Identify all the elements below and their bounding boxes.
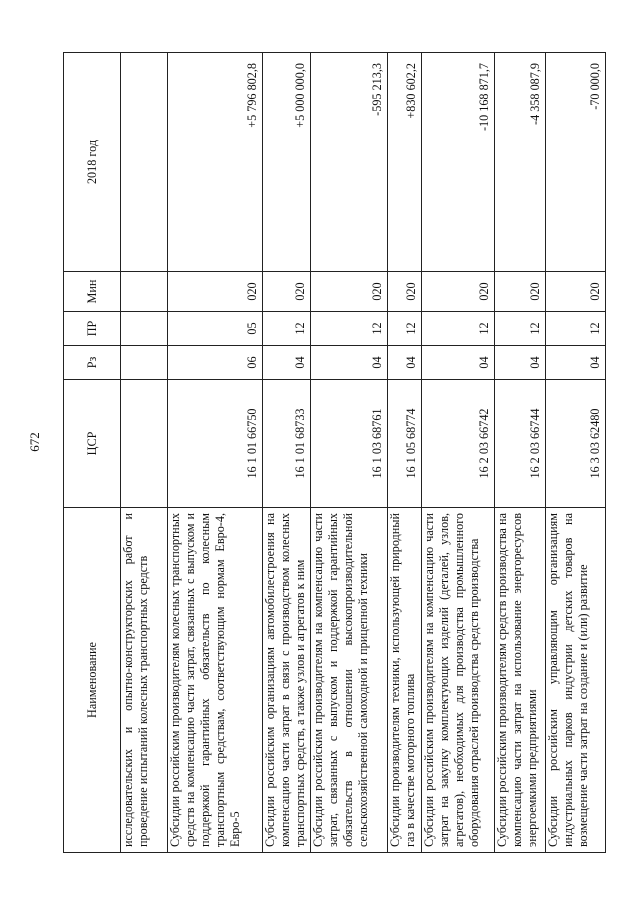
row-min: 020 — [422, 272, 495, 312]
row-pr: 12 — [388, 312, 422, 346]
table-row — [495, 53, 546, 853]
row-min — [121, 272, 168, 312]
row-value: +5 000 000,0 — [263, 53, 311, 272]
row-csr: 16 2 03 66744 — [495, 380, 546, 508]
row-rz: 04 — [495, 346, 546, 380]
row-csr: 16 3 03 62480 — [546, 380, 606, 508]
table-row — [422, 53, 495, 853]
row-pr: 12 — [311, 312, 388, 346]
row-pr: 12 — [422, 312, 495, 346]
row-pr: 12 — [495, 312, 546, 346]
row-rz: 04 — [388, 346, 422, 380]
table-row — [388, 53, 422, 853]
row-rz: 04 — [263, 346, 311, 380]
row-value: -595 213,3 — [311, 53, 388, 272]
row-csr: 16 2 03 66742 — [422, 380, 495, 508]
row-rz: 04 — [311, 346, 388, 380]
row-pr — [121, 312, 168, 346]
row-value: -10 168 871,7 — [422, 53, 495, 272]
row-value — [121, 53, 168, 272]
row-name: Субсидии российским производителям на компенсацию части затрат на закупку комплектующих изделий (деталей, узлов, агрегатов), необходимых для производства промышленного оборудования отраслей производства средств производства — [422, 508, 495, 853]
table-header-row — [64, 53, 121, 853]
row-csr — [121, 380, 168, 508]
budget-table — [63, 52, 606, 853]
row-rz: 04 — [546, 346, 606, 380]
row-csr: 16 1 01 68733 — [263, 380, 311, 508]
row-min: 020 — [546, 272, 606, 312]
row-name: Субсидии российским производителям колесных транспортных средств на компенсацию части затрат, связанных с выпуском и поддержкой гарантийных обязательств по колесным транспортным средствам, соответствующим нормам Евро-4, Евро-5 — [168, 508, 263, 853]
row-csr: 16 1 03 68761 — [311, 380, 388, 508]
header-csr: ЦСР — [64, 380, 121, 508]
row-csr: 16 1 05 68774 — [388, 380, 422, 508]
row-name: Субсидии производителям техники, использующей природный газ в качестве моторного топлива — [388, 508, 422, 853]
row-name: Субсидии российским управляющим организациям индустриальных парков индустрии детских товаров на возмещение части затрат на создание и (или) развитие — [546, 508, 606, 853]
row-name: Субсидии российским производителям средств производства на компенсацию части затрат на использование энергоресурсов энергоемкими предприятиями — [495, 508, 546, 853]
rotated-page-content — [63, 53, 602, 853]
header-rz: Рз — [64, 346, 121, 380]
row-min: 020 — [388, 272, 422, 312]
row-name: Субсидии российским производителям на компенсацию части затрат, связанных с выпуском и поддержкой гарантийных обязательств в отношении высокопроизводительной сельскохозяйственной самоходной и прицепной техники — [311, 508, 388, 853]
row-value: -70 000,0 — [546, 53, 606, 272]
table-row — [168, 53, 263, 853]
row-pr: 12 — [546, 312, 606, 346]
row-value: -4 358 087,9 — [495, 53, 546, 272]
row-pr: 05 — [168, 312, 263, 346]
row-min: 020 — [495, 272, 546, 312]
row-name: исследовательских и опытно-конструкторских работ и проведение испытаний колесных транспортных средств — [121, 508, 168, 853]
table-row — [311, 53, 388, 853]
row-value: +830 602,2 — [388, 53, 422, 272]
page-number: 672 — [27, 432, 42, 452]
row-min: 020 — [168, 272, 263, 312]
table-row — [263, 53, 311, 853]
header-year: 2018 год — [64, 53, 121, 272]
row-name: Субсидии российским организациям автомобилестроения на компенсацию части затрат в связи с производством колесных транспортных средств, а также узлов и агрегатов к ним — [263, 508, 311, 853]
row-rz: 06 — [168, 346, 263, 380]
header-pr: ПР — [64, 312, 121, 346]
table-row — [546, 53, 606, 853]
header-min: Мин — [64, 272, 121, 312]
table-row — [121, 53, 168, 853]
header-name: Наименование — [64, 508, 121, 853]
row-rz — [121, 346, 168, 380]
row-rz: 04 — [422, 346, 495, 380]
row-min: 020 — [263, 272, 311, 312]
row-min: 020 — [311, 272, 388, 312]
row-csr: 16 1 01 66750 — [168, 380, 263, 508]
row-pr: 12 — [263, 312, 311, 346]
row-value: +5 796 802,8 — [168, 53, 263, 272]
